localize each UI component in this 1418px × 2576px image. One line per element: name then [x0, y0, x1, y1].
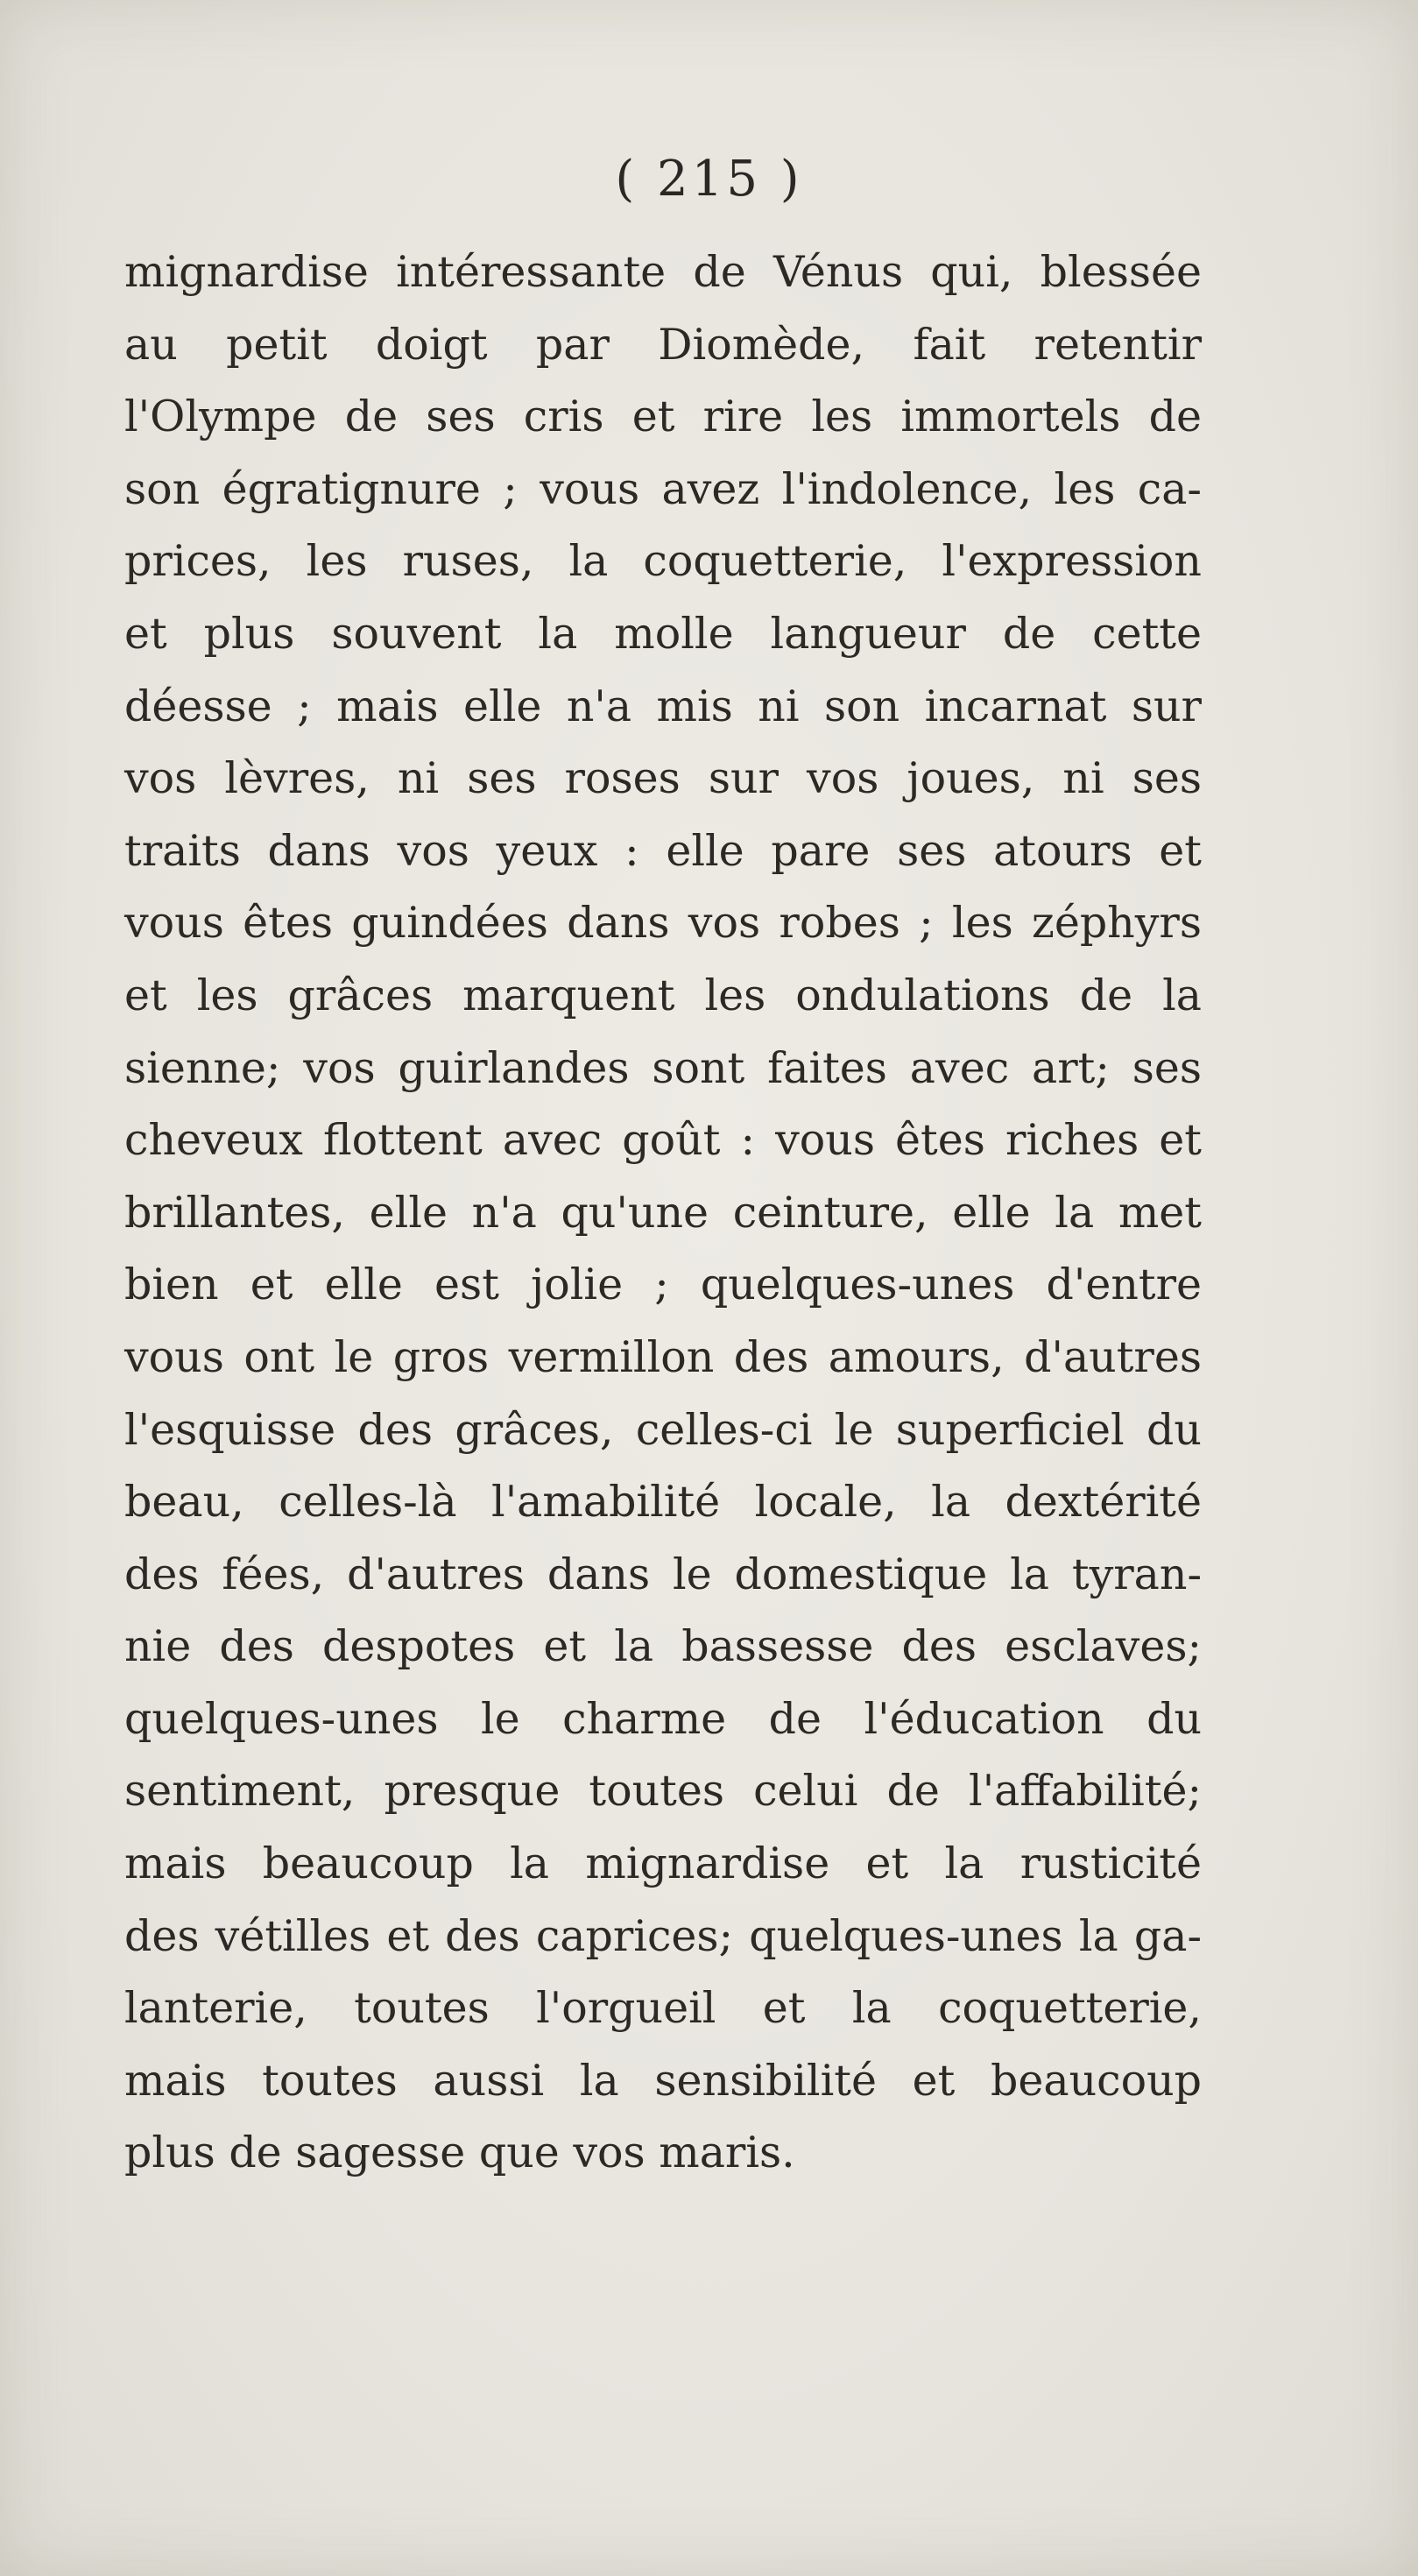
text-line: vos lèvres, ni ses roses sur vos joues, ni ses: [124, 753, 1202, 804]
text-line: quelques-unes le charme de l'éducation du: [124, 1693, 1202, 1744]
text-line: beau, celles-là l'amabilité locale, la dextérité: [124, 1477, 1202, 1528]
text-line: son égratignure ; vous avez l'indolence, les ca-: [124, 463, 1202, 514]
text-line: traits dans vos yeux : elle pare ses atours et: [124, 825, 1202, 876]
text-line: sentiment, presque toutes celui de l'affabilité;: [124, 1766, 1202, 1817]
text-line: mais beaucoup la mignardise et la rusticité: [124, 1838, 1202, 1889]
text-line: cheveux flottent avec goût : vous êtes riches et: [124, 1115, 1202, 1166]
body-text: [124, 236, 1202, 2190]
text-line: des fées, d'autres dans le domestique la tyran-: [124, 1549, 1202, 1599]
text-line: l'Olympe de ses cris et rire les immortels de: [124, 392, 1202, 442]
text-line: vous ont le gros vermillon des amours, d'autres: [124, 1331, 1202, 1382]
text-line: et plus souvent la molle langueur de cette: [124, 608, 1202, 659]
text-line: vous êtes guindées dans vos robes ; les zéphyrs: [124, 898, 1202, 949]
text-line: sienne; vos guirlandes sont faites avec art; ses: [124, 1042, 1202, 1093]
text-line: au petit doigt par Diomède, fait retentir: [124, 319, 1202, 370]
text-line: mignardise intéressante de Vénus qui, blessée: [124, 247, 1202, 297]
text-line: des vétilles et des caprices; quelques-unes la ga-: [124, 1910, 1202, 1961]
text-line: brillantes, elle n'a qu'une ceinture, elle la met: [124, 1187, 1202, 1238]
text-line: nie des despotes et la bassesse des esclaves;: [124, 1621, 1202, 1672]
page-number: ( 215 ): [615, 151, 803, 208]
text-line: et les grâces marquent les ondulations de la: [124, 970, 1202, 1020]
text-line: prices, les ruses, la coquetterie, l'expression: [124, 536, 1202, 587]
text-line: plus de sagesse que vos maris.: [124, 2128, 795, 2178]
text-line: lanterie, toutes l'orgueil et la coquetterie,: [124, 1983, 1202, 2034]
text-line: déesse ; mais elle n'a mis ni son incarnat sur: [124, 681, 1202, 731]
text-line: l'esquisse des grâces, celles-ci le superficiel du: [124, 1404, 1202, 1455]
text-line: mais toutes aussi la sensibilité et beaucoup: [124, 2055, 1202, 2106]
text-line: bien et elle est jolie ; quelques-unes d'entre: [124, 1260, 1202, 1310]
